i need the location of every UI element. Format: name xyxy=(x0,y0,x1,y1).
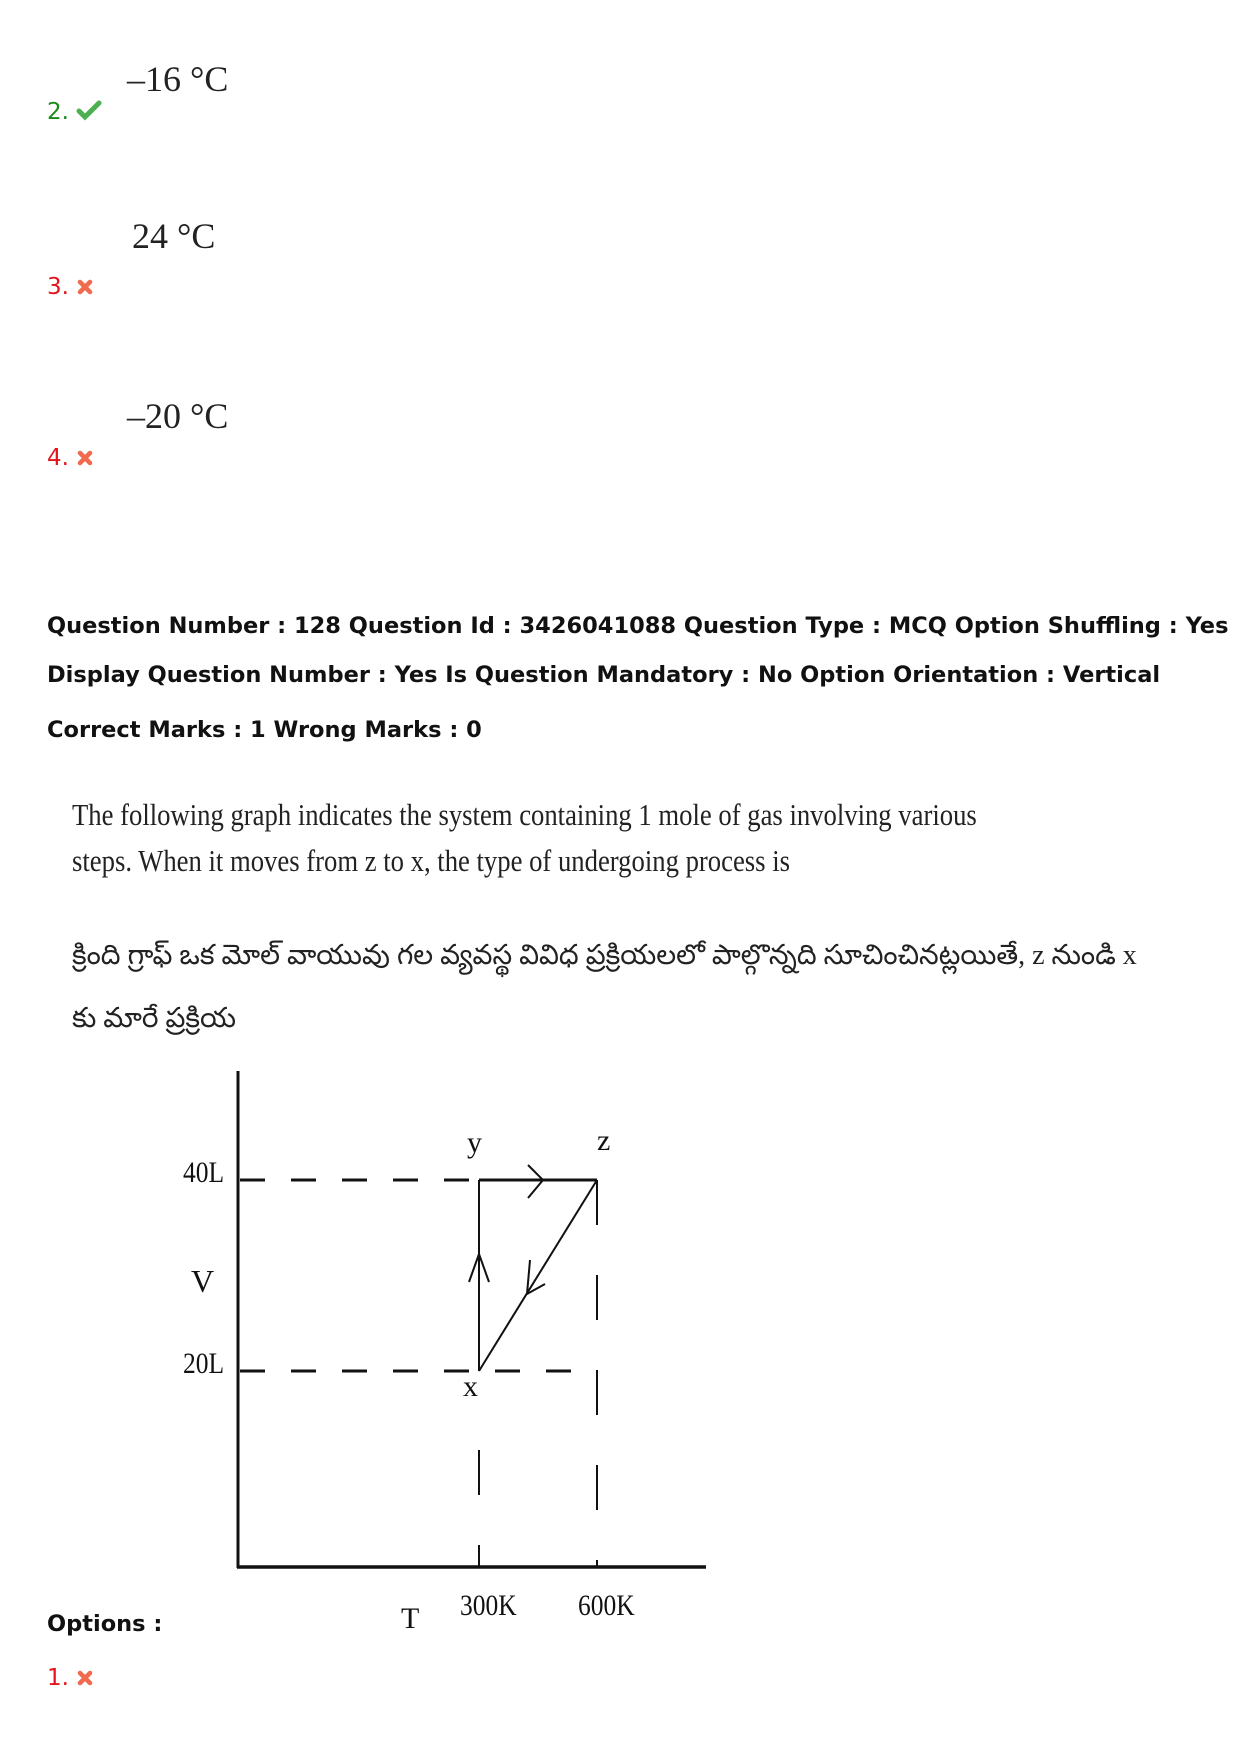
option-text-3: 24 °C xyxy=(132,216,216,256)
question-meta-line2: Display Question Number : Yes Is Question Mandatory : No Option Orientation : Vertical xyxy=(47,662,1161,688)
question-text-te-2: కు మారే ప్రక్రియ xyxy=(72,1003,237,1034)
option-number: 4. xyxy=(47,445,69,471)
option-number: 2. xyxy=(47,99,69,125)
point-label-x: x xyxy=(463,1370,478,1403)
question-text-te-1: క్రింది గ్రాఫ్ ఒక మోల్ వాయువు గల వ్యవస్థ వివిధ ప్రక్రియలలో పాల్గొన్నది సూచించినట్లయితే, z నుండి x xyxy=(72,940,1137,971)
y-tick-20l: 20L xyxy=(183,1347,225,1381)
option-number: 3. xyxy=(47,274,69,300)
y-tick-40l: 40L xyxy=(183,1156,225,1190)
point-label-z: z xyxy=(597,1124,611,1157)
cross-icon xyxy=(77,1666,93,1692)
question-text-en-1: The following graph indicates the system containing 1 mole of gas involving various xyxy=(72,797,977,832)
point-label-y: y xyxy=(467,1126,482,1159)
x-tick-600k: 600K xyxy=(578,1589,635,1623)
question-text-en-2: steps. When it moves from z to x, the type of undergoing process is xyxy=(72,843,790,878)
question-marks: Correct Marks : 1 Wrong Marks : 0 xyxy=(47,717,482,743)
option-text-4: –20 °C xyxy=(127,396,229,436)
y-axis-label: V xyxy=(191,1263,215,1299)
path-z-to-x xyxy=(479,1180,597,1371)
option-number: 1. xyxy=(47,1665,69,1691)
x-tick-300k: 300K xyxy=(460,1589,517,1623)
x-axis-label: T xyxy=(401,1602,420,1635)
question-meta-line1: Question Number : 128 Question Id : 3426041088 Question Type : MCQ Option Shuffling : Yes xyxy=(47,613,1229,639)
option-1 xyxy=(47,1665,93,1692)
options-label: Options : xyxy=(47,1611,163,1637)
option-text-2: –16 °C xyxy=(127,59,229,99)
